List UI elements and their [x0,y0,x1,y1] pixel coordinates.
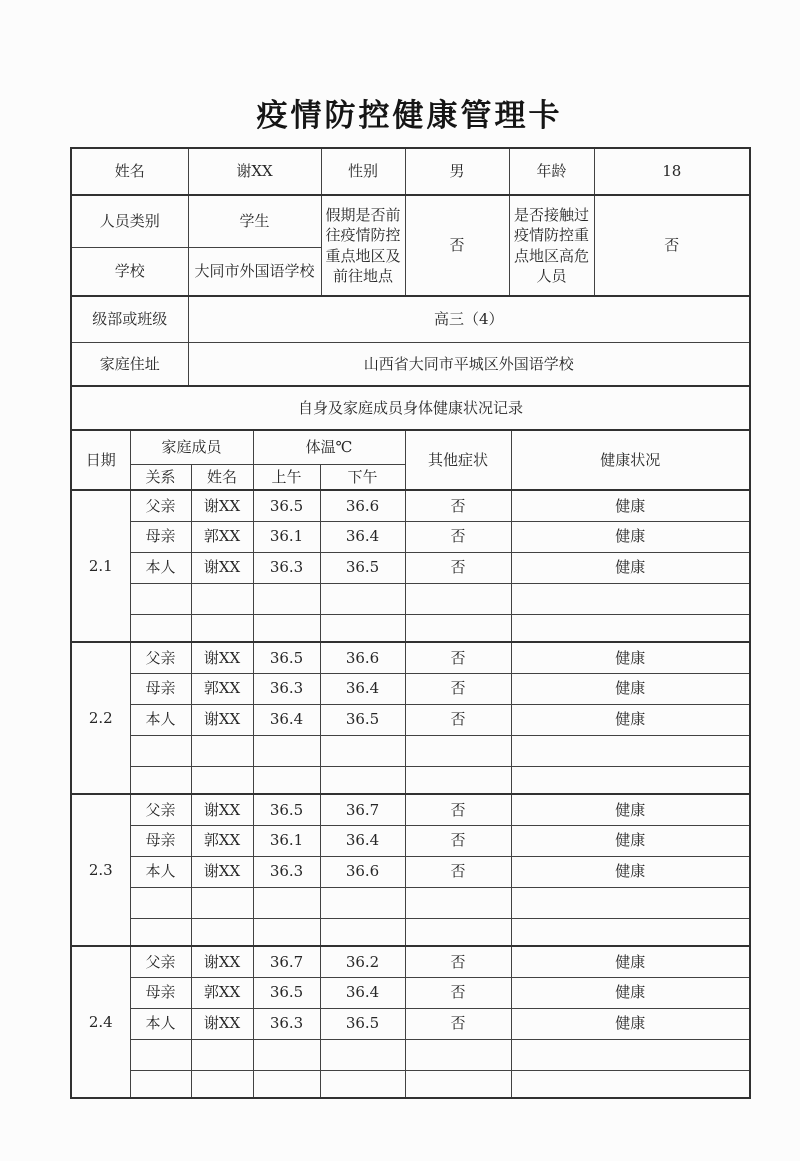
empty-cell [405,614,511,642]
empty-cell [253,1039,320,1070]
date-cell: 2.3 [71,794,130,946]
temp-am-cell: 36.1 [253,521,320,552]
symptoms-cell: 否 [405,704,511,735]
relation-cell: 母亲 [130,825,191,856]
relation-cell: 父亲 [130,794,191,825]
temp-pm-cell: 36.4 [320,977,405,1008]
health-status-cell: 健康 [511,825,750,856]
name-value: 谢XX [188,148,321,195]
empty-cell [130,583,191,614]
empty-cell [511,918,750,946]
member-name-cell: 谢XX [191,794,253,825]
empty-record-row [71,766,750,794]
relation-cell: 本人 [130,1008,191,1039]
relation-cell: 本人 [130,856,191,887]
empty-cell [320,1039,405,1070]
temp-am-cell: 36.4 [253,704,320,735]
empty-cell [253,766,320,794]
header-pm: 下午 [320,464,405,490]
empty-cell [130,735,191,766]
record-row [71,977,750,1008]
empty-cell [191,766,253,794]
member-name-cell: 郭XX [191,521,253,552]
travel-answer: 否 [405,195,509,296]
form-row-category [71,195,750,247]
temp-am-cell: 36.3 [253,673,320,704]
empty-record-row [71,614,750,642]
header-date: 日期 [71,430,130,490]
empty-cell [130,887,191,918]
health-record-table [70,429,751,1099]
empty-record-row [71,1039,750,1070]
member-name-cell: 郭XX [191,673,253,704]
gender-label: 性别 [321,148,405,195]
empty-record-row [71,918,750,946]
symptoms-cell: 否 [405,856,511,887]
record-row [71,642,750,673]
temp-am-cell: 36.5 [253,490,320,521]
temp-am-cell: 36.3 [253,856,320,887]
empty-cell [511,614,750,642]
address-label: 家庭住址 [71,342,188,386]
info-form-table [70,147,751,431]
empty-cell [511,735,750,766]
header-relation: 关系 [130,464,191,490]
symptoms-cell: 否 [405,521,511,552]
temp-am-cell: 36.3 [253,1008,320,1039]
relation-cell: 母亲 [130,673,191,704]
member-name-cell: 郭XX [191,825,253,856]
record-row [71,673,750,704]
symptoms-cell: 否 [405,552,511,583]
empty-cell [253,1070,320,1098]
empty-record-row [71,887,750,918]
empty-cell [191,1039,253,1070]
age-value: 18 [594,148,750,195]
gender-value: 男 [405,148,509,195]
temp-pm-cell: 36.4 [320,521,405,552]
empty-cell [511,583,750,614]
empty-cell [191,1070,253,1098]
health-status-cell: 健康 [511,552,750,583]
empty-cell [405,766,511,794]
record-row [71,704,750,735]
empty-cell [253,887,320,918]
temp-pm-cell: 36.6 [320,642,405,673]
header-temp-group: 体温℃ [253,430,405,464]
header-family-group: 家庭成员 [130,430,253,464]
empty-cell [511,887,750,918]
temp-pm-cell: 36.4 [320,673,405,704]
health-status-cell: 健康 [511,490,750,521]
member-name-cell: 谢XX [191,1008,253,1039]
empty-cell [130,766,191,794]
empty-cell [253,735,320,766]
member-name-cell: 谢XX [191,642,253,673]
health-status-cell: 健康 [511,856,750,887]
form-row-class [71,296,750,342]
empty-cell [405,887,511,918]
empty-cell [130,918,191,946]
empty-cell [511,1070,750,1098]
empty-cell [191,583,253,614]
empty-cell [191,887,253,918]
empty-cell [320,735,405,766]
relation-cell: 母亲 [130,977,191,1008]
category-value: 学生 [188,195,321,247]
member-name-cell: 谢XX [191,552,253,583]
name-label: 姓名 [71,148,188,195]
record-table-header [71,430,750,490]
header-health: 健康状况 [511,430,750,490]
temp-am-cell: 36.7 [253,946,320,977]
page-title: 疫情防控健康管理卡 [256,98,563,134]
health-status-cell: 健康 [511,704,750,735]
temp-am-cell: 36.1 [253,825,320,856]
school-label: 学校 [71,247,188,296]
empty-cell [405,918,511,946]
empty-cell [405,1039,511,1070]
record-row [71,946,750,977]
symptoms-cell: 否 [405,825,511,856]
form-row-name [71,148,750,195]
member-name-cell: 谢XX [191,704,253,735]
school-value: 大同市外国语学校 [188,247,321,296]
header-symptoms: 其他症状 [405,430,511,490]
record-row [71,490,750,521]
health-status-cell: 健康 [511,794,750,825]
health-status-cell: 健康 [511,673,750,704]
empty-cell [405,583,511,614]
temp-pm-cell: 36.6 [320,856,405,887]
date-cell: 2.2 [71,642,130,794]
health-status-cell: 健康 [511,642,750,673]
record-section-title: 自身及家庭成员身体健康状况记录 [71,386,750,430]
age-label: 年龄 [509,148,594,195]
temp-pm-cell: 36.4 [320,825,405,856]
temp-pm-cell: 36.7 [320,794,405,825]
symptoms-cell: 否 [405,977,511,1008]
address-value: 山西省大同市平城区外国语学校 [188,342,750,386]
record-section-2-4 [71,946,750,1098]
relation-cell: 本人 [130,704,191,735]
temp-pm-cell: 36.5 [320,552,405,583]
class-label: 级部或班级 [71,296,188,342]
symptoms-cell: 否 [405,642,511,673]
relation-cell: 父亲 [130,490,191,521]
empty-cell [191,735,253,766]
empty-cell [320,583,405,614]
contact-question: 是否接触过疫情防控重点地区高危人员 [509,195,594,296]
symptoms-cell: 否 [405,490,511,521]
symptoms-cell: 否 [405,794,511,825]
contact-answer: 否 [594,195,750,296]
symptoms-cell: 否 [405,1008,511,1039]
temp-pm-cell: 36.2 [320,946,405,977]
temp-pm-cell: 36.5 [320,704,405,735]
empty-cell [320,887,405,918]
empty-record-row [71,583,750,614]
record-row [71,1008,750,1039]
date-cell: 2.4 [71,946,130,1098]
record-section-2-2 [71,642,750,794]
empty-cell [405,1070,511,1098]
temp-am-cell: 36.5 [253,642,320,673]
date-cell: 2.1 [71,490,130,642]
health-status-cell: 健康 [511,977,750,1008]
empty-cell [320,918,405,946]
class-value: 高三（4） [188,296,750,342]
record-section-2-1 [71,490,750,642]
temp-am-cell: 36.5 [253,794,320,825]
record-row [71,825,750,856]
empty-record-row [71,735,750,766]
relation-cell: 母亲 [130,521,191,552]
empty-cell [130,1039,191,1070]
symptoms-cell: 否 [405,946,511,977]
member-name-cell: 谢XX [191,490,253,521]
health-status-cell: 健康 [511,1008,750,1039]
health-status-cell: 健康 [511,521,750,552]
empty-cell [130,614,191,642]
temp-pm-cell: 36.5 [320,1008,405,1039]
empty-cell [320,766,405,794]
travel-question: 假期是否前往疫情防控重点地区及前往地点 [321,195,405,296]
member-name-cell: 谢XX [191,856,253,887]
empty-cell [511,1039,750,1070]
empty-cell [191,918,253,946]
header-member-name: 姓名 [191,464,253,490]
member-name-cell: 郭XX [191,977,253,1008]
empty-cell [253,918,320,946]
temp-am-cell: 36.5 [253,977,320,1008]
empty-cell [191,614,253,642]
empty-cell [320,614,405,642]
empty-cell [253,583,320,614]
header-row-groups [71,430,750,464]
empty-cell [511,766,750,794]
empty-cell [130,1070,191,1098]
empty-cell [253,614,320,642]
record-row [71,521,750,552]
record-row [71,794,750,825]
relation-cell: 本人 [130,552,191,583]
empty-cell [320,1070,405,1098]
temp-pm-cell: 36.6 [320,490,405,521]
temp-am-cell: 36.3 [253,552,320,583]
empty-cell [405,735,511,766]
form-row-record-title [71,386,750,430]
relation-cell: 父亲 [130,946,191,977]
member-name-cell: 谢XX [191,946,253,977]
category-label: 人员类别 [71,195,188,247]
record-row [71,552,750,583]
symptoms-cell: 否 [405,673,511,704]
record-row [71,856,750,887]
relation-cell: 父亲 [130,642,191,673]
empty-record-row [71,1070,750,1098]
header-am: 上午 [253,464,320,490]
health-status-cell: 健康 [511,946,750,977]
form-row-address [71,342,750,386]
record-section-2-3 [71,794,750,946]
